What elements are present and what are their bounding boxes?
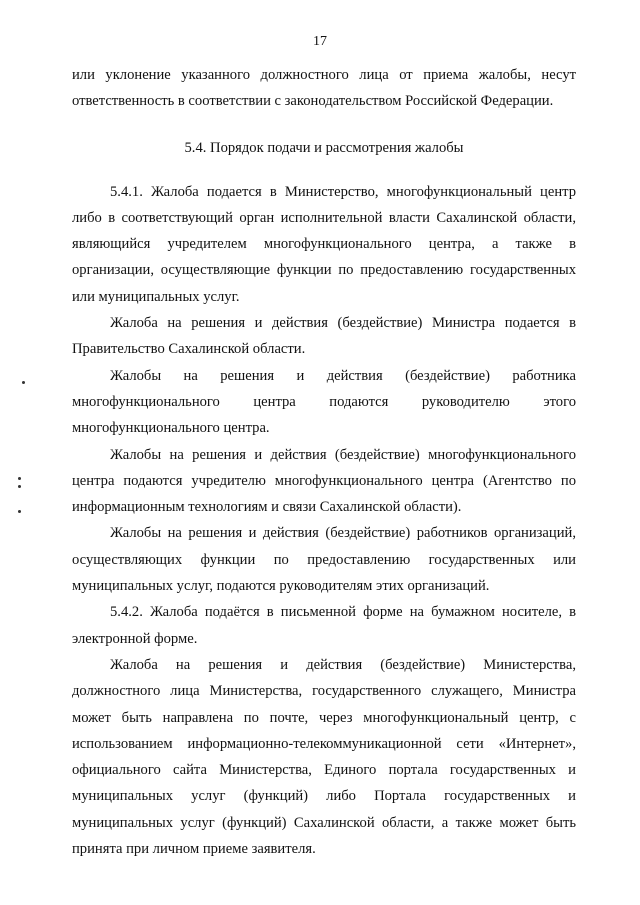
scan-speck: [18, 477, 21, 480]
page-number: 17: [313, 34, 327, 49]
document-body: [72, 62, 576, 862]
section-heading: 5.4. Порядок подачи и рассмотрения жалобы: [184, 139, 464, 156]
intro-paragraph: или уклонение указанного должностного лица от приема жалобы, несут ответственность в соответствии с законодательством Российской Федерации.: [72, 67, 576, 110]
paragraph: Жалоба на решения и действия (бездействие) Министерства, должностного лица Министерства, государственного служащего, Министра может быть направлена по почте, через многофункциональный центр, с использованием информационно-телекоммуникационной сети «Интернет», официального сайта Министерства, Единого портала государственных и муниципальных услуг (функций) либо Портала государственных и муниципальных услуг (функций) Сахалинской области, а также может быть принята при личном приеме заявителя.: [72, 656, 576, 858]
paragraph: Жалобы на решения и действия (бездействие) работника многофункционального центра подаются руководителю этого многофункционального центра.: [72, 367, 576, 437]
paragraph: Жалоба на решения и действия (бездействие) Министра подается в Правительство Сахалинской области.: [72, 315, 576, 358]
paragraph: Жалобы на решения и действия (бездействие) многофункционального центра подаются учредителю многофункционального центра (Агентство по информационным технологиям и связи Сахалинской области).: [72, 446, 576, 516]
paragraph: 5.4.2. Жалоба подаётся в письменной форме на бумажном носителе, в электронной форме.: [72, 604, 576, 647]
scan-speck: [18, 510, 21, 513]
paragraph: 5.4.1. Жалоба подается в Министерство, многофункциональный центр либо в соответствующий орган исполнительной власти Сахалинской области, являющийся учредителем многофункционального центра, а также в организации, осуществляющие функции по предоставлению государственных или муниципальных услуг.: [72, 183, 576, 305]
scan-speck: [22, 381, 25, 384]
scan-speck: [18, 485, 21, 488]
paragraph: Жалобы на решения и действия (бездействие) работников организаций, осуществляющих функции по предоставлению государственных или муниципальных услуг, подаются руководителям этих организаций.: [72, 525, 576, 595]
